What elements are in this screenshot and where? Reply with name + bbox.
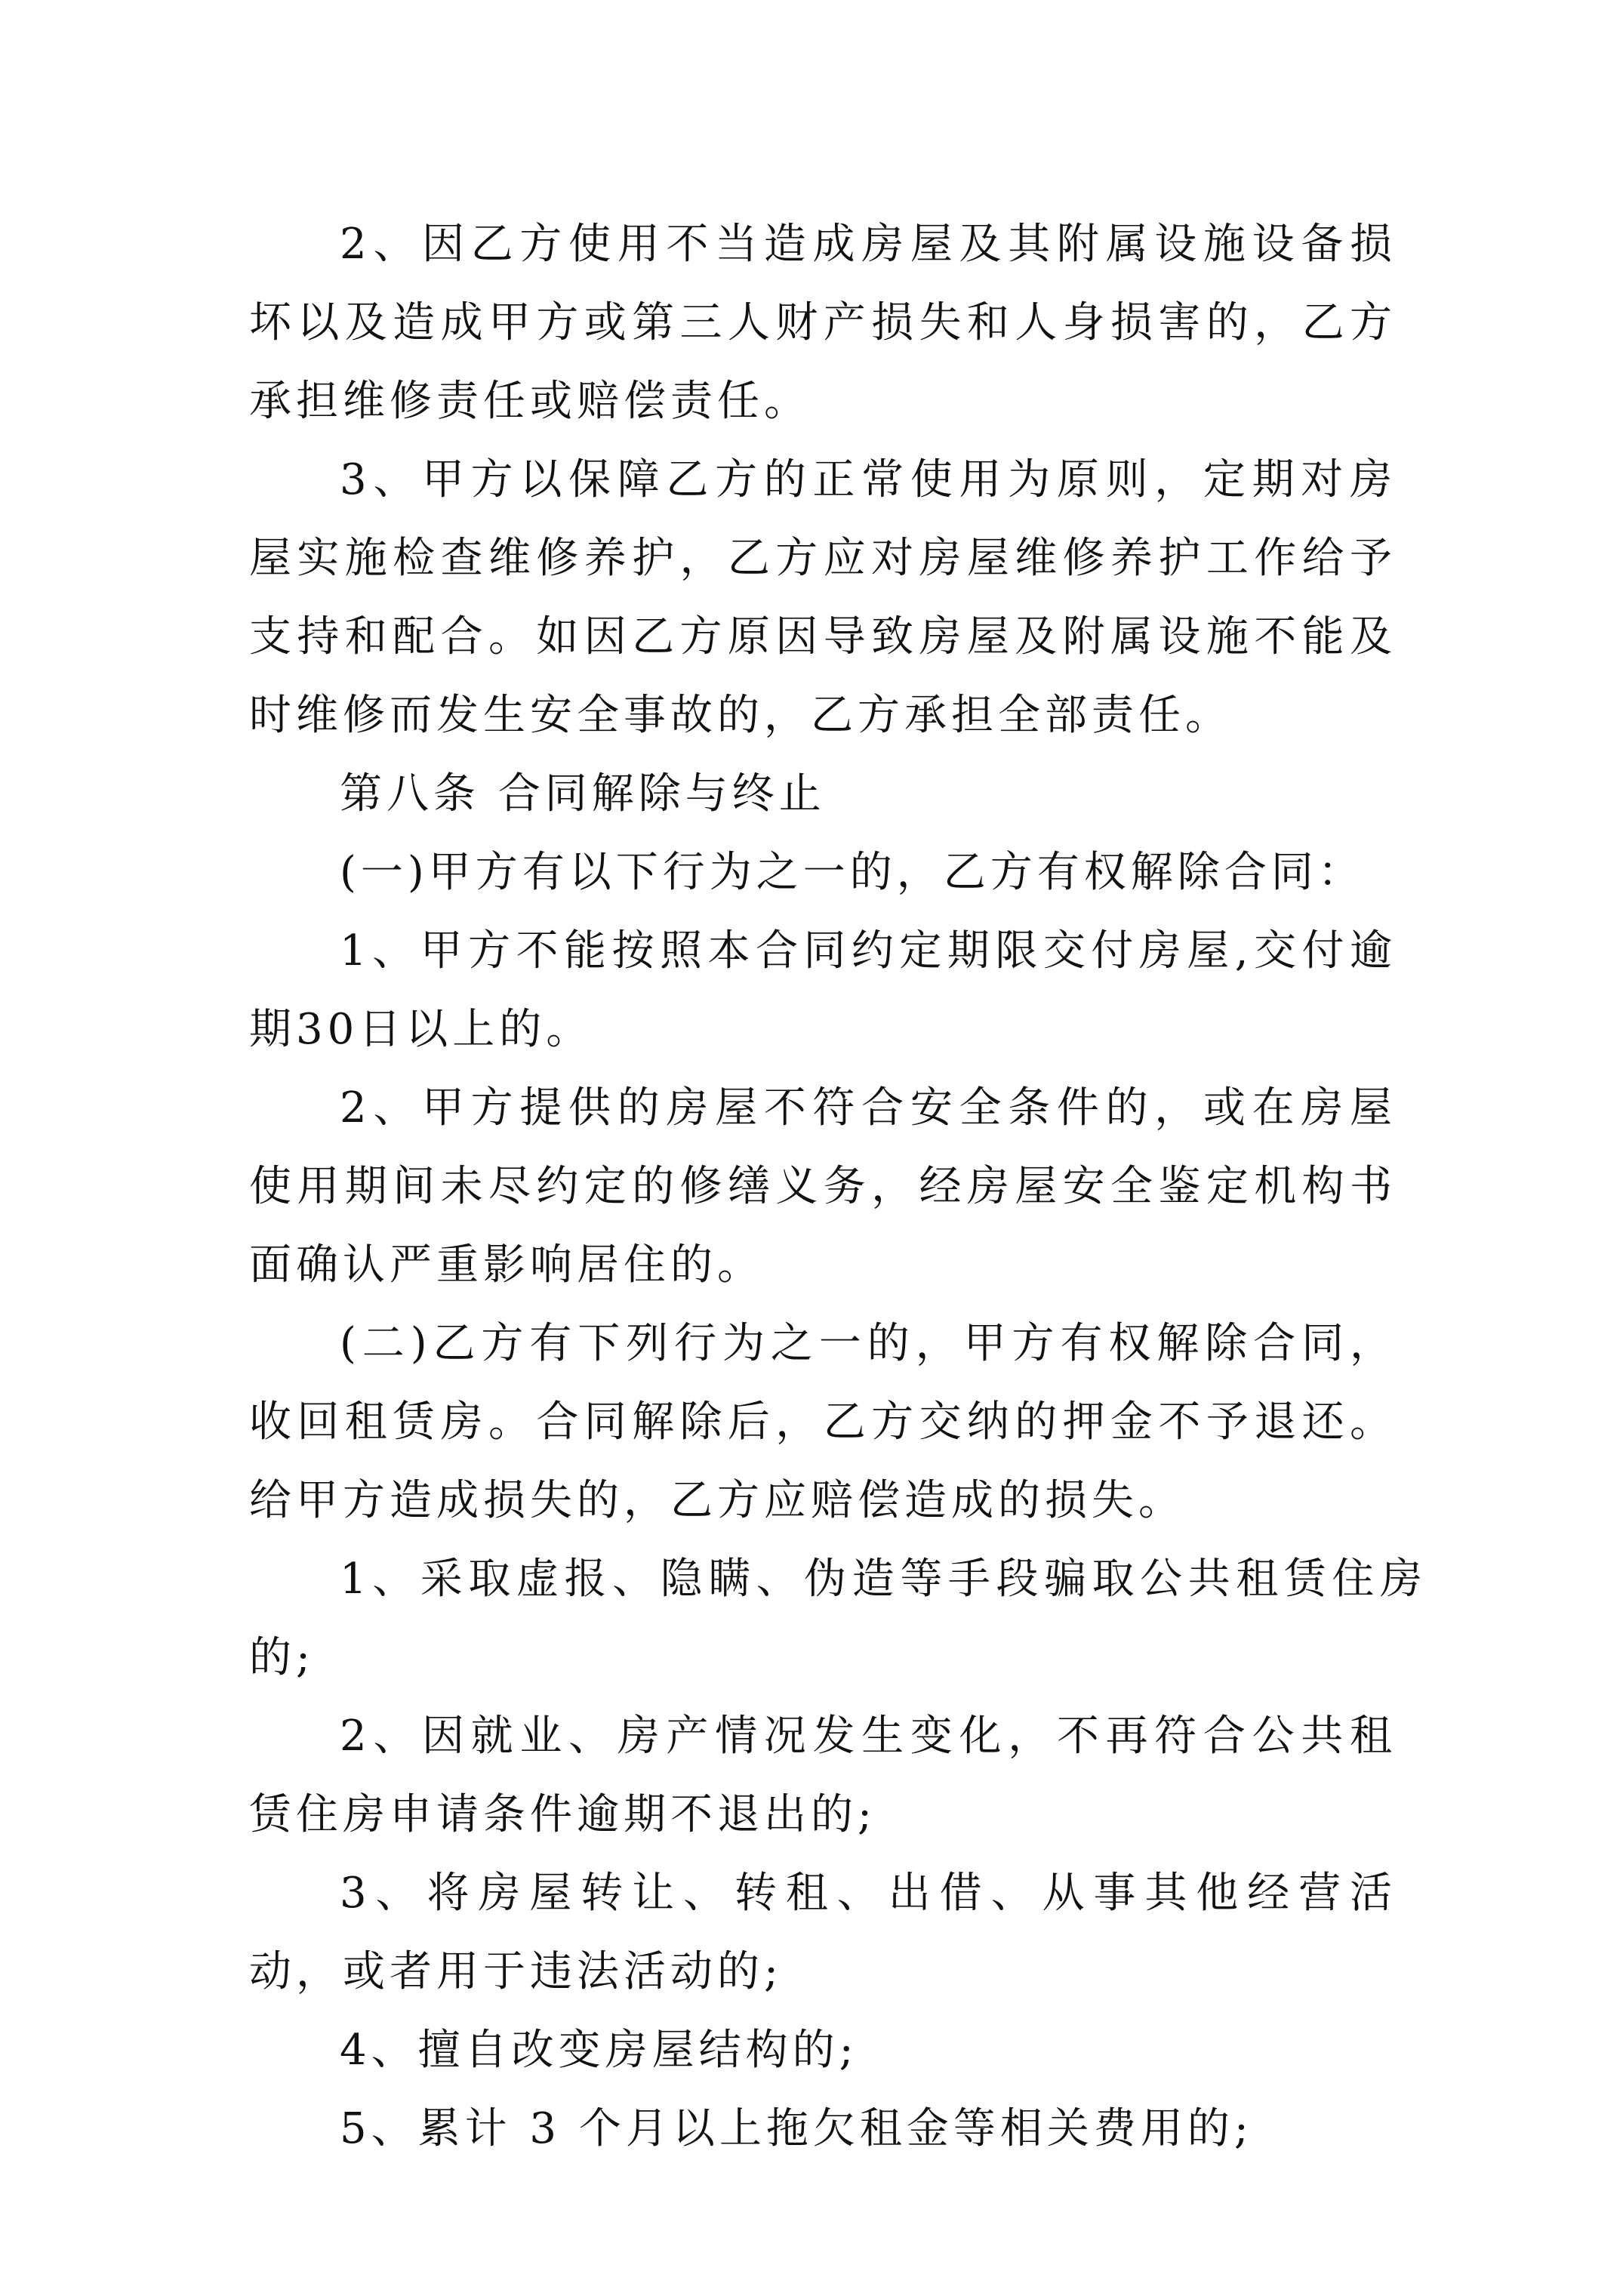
list-item-party-b-1: 1、采取虚报、隐瞒、伪造等手段骗取公共租赁住房的; <box>249 1555 1427 1682</box>
list-item-party-b-3: 3、将房屋转让、转租、出借、从事其他经营活动，或者用于违法活动的; <box>249 1869 1397 1996</box>
list-item-party-b-2: 2、因就业、房产情况发生变化，不再符合公共租赁住房申请条件逾期不退出的; <box>249 1712 1397 1839</box>
list-item-party-b-5: 5、累计 3 个月以上拖欠租金等相关费用的; <box>340 2104 1253 2153</box>
section-heading-article-8: 第八条 合同解除与终止 <box>340 769 826 818</box>
clause-heading-party-a: (一)甲方有以下行为之一的，乙方有权解除合同： <box>340 848 1365 897</box>
document-body <box>249 205 1427 2168</box>
paragraph-maintenance: 3、甲方以保障乙方的正常使用为原则，定期对房屋实施检查维修养护，乙方应对房屋维修养护工作给予支持和配合。如因乙方原因导致房屋及附属设施不能及时维修而发生安全事故的，乙方承担全部责任。 <box>249 455 1397 740</box>
list-item-party-b-4: 4、擅自改变房屋结构的; <box>340 2026 858 2075</box>
clause-heading-party-b: (二)乙方有下列行为之一的，甲方有权解除合同，收回租赁房。合同解除后，乙方交纳的押金不予退还。给甲方造成损失的，乙方应赔偿造成的损失。 <box>249 1319 1397 1525</box>
list-item-party-a-1: 1、甲方不能按照本合同约定期限交付房屋,交付逾期30日以上的。 <box>249 926 1397 1054</box>
paragraph-damage-liability: 2、因乙方使用不当造成房屋及其附属设施设备损坏以及造成甲方或第三人财产损失和人身损害的，乙方承担维修责任或赔偿责任。 <box>249 220 1397 426</box>
list-item-party-a-2: 2、甲方提供的房屋不符合安全条件的，或在房屋使用期间未尽约定的修缮义务，经房屋安全鉴定机构书面确认严重影响居住的。 <box>249 1083 1397 1290</box>
